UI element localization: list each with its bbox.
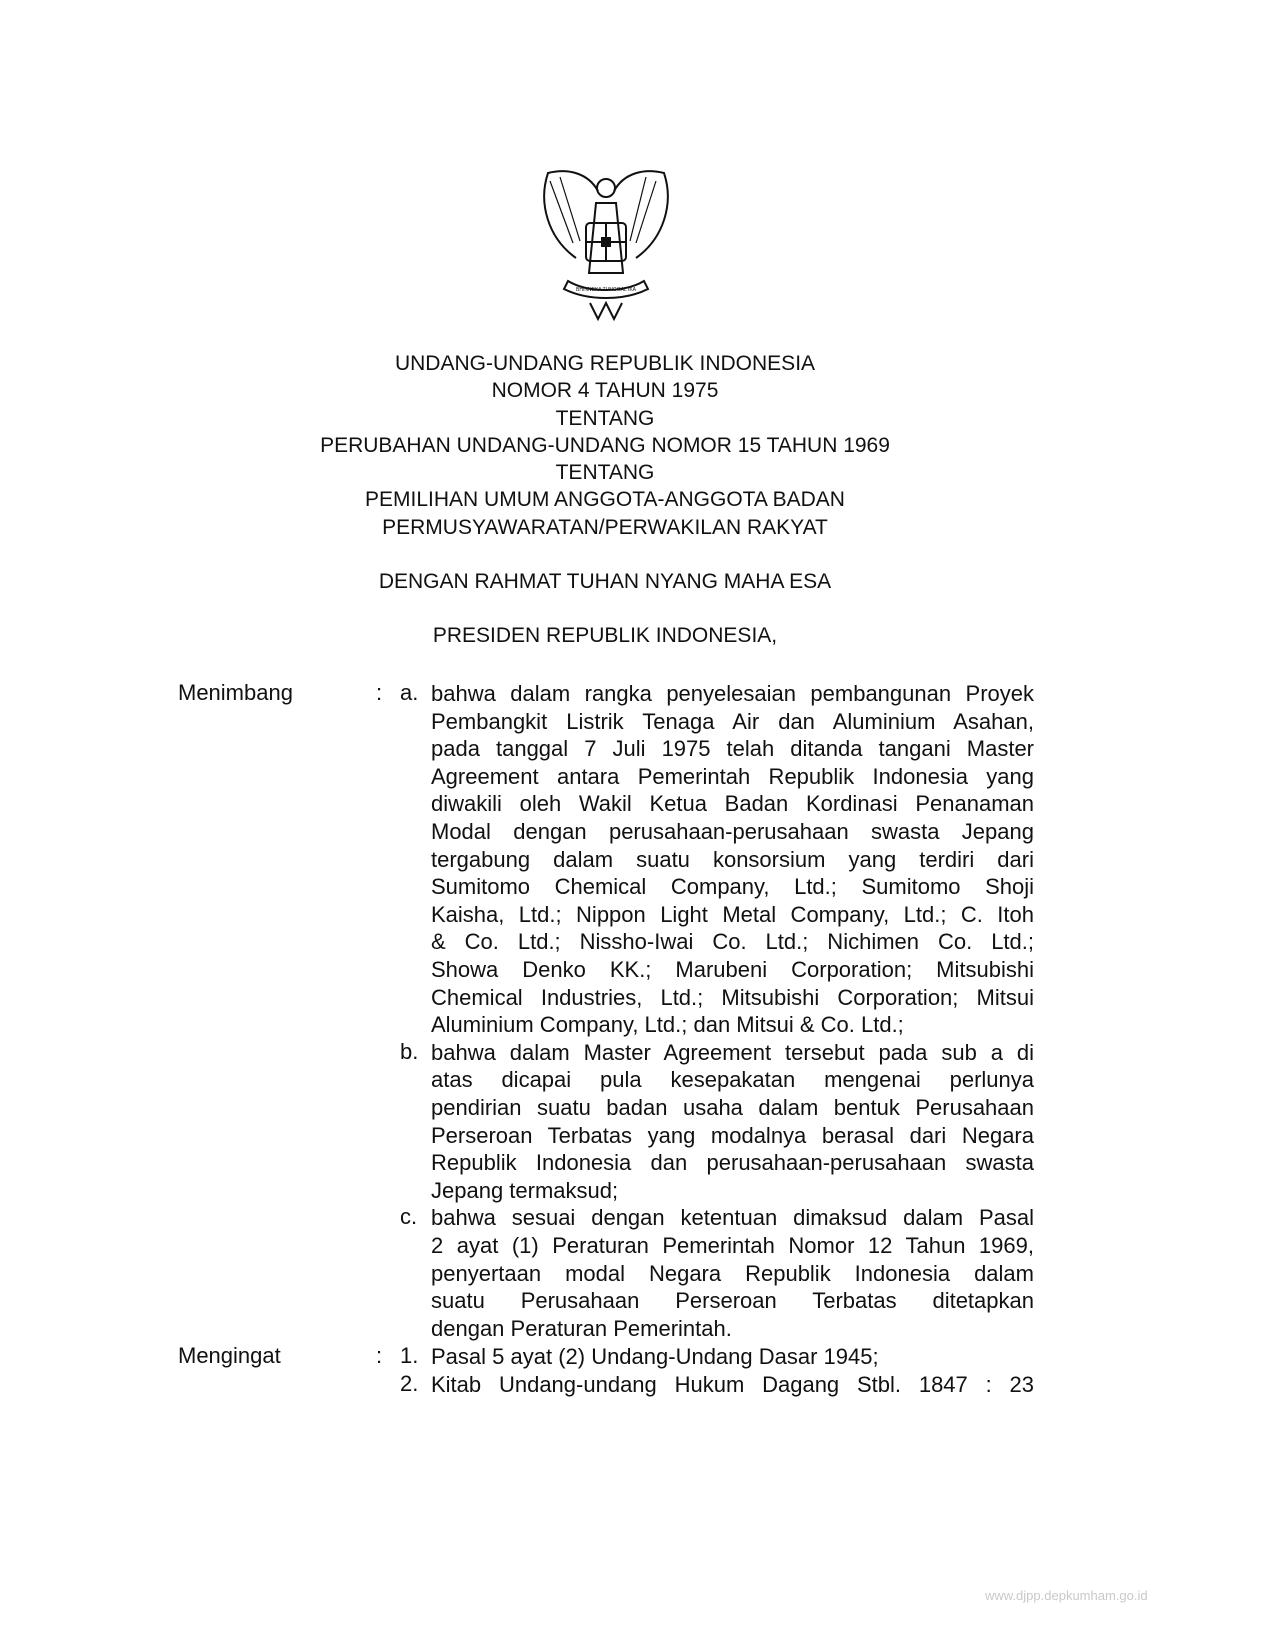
item-text-line: penyertaan modal Negara Republik Indonesia dalam <box>431 1260 1034 1286</box>
invocation: DENGAN RAHMAT TUHAN NYANG MAHA ESA <box>378 570 832 594</box>
title-line-7: PERMUSYAWARATAN/PERWAKILAN RAKYAT <box>382 515 828 539</box>
item-text-line: Sumitomo Chemical Company, Ltd.; Sumitomo Shoji <box>431 874 1034 900</box>
item-marker: a. <box>400 680 419 705</box>
item-text-line: Perseroan Terbatas yang modalnya berasal dari Negara <box>431 1122 1034 1148</box>
mengingat-label: Mengingat <box>178 1343 281 1368</box>
title-line-5: TENTANG <box>555 461 655 485</box>
menimbang-item <box>400 680 1034 1039</box>
menimbang-label: Menimbang <box>178 680 293 705</box>
item-text-line: dengan Peraturan Pemerintah. <box>431 1315 732 1341</box>
item-text-line: Aluminium Company, Ltd.; dan Mitsui & Co. Ltd.; <box>431 1012 904 1038</box>
item-text-line: bahwa dalam Master Agreement tersebut pada sub a di <box>431 1039 1034 1065</box>
mengingat-colon: : <box>376 1343 383 1368</box>
item-text-line: suatu Perusahaan Perseroan Terbatas ditetapkan <box>431 1288 1034 1314</box>
garuda-emblem <box>528 163 684 323</box>
item-text-line: atas dicapai pula kesepakatan mengenai perlunya <box>431 1067 1034 1093</box>
item-marker: 1. <box>400 1343 419 1368</box>
title-line-2: NOMOR 4 TAHUN 1975 <box>491 379 719 403</box>
watermark: www.djpp.depkumham.go.id <box>985 1588 1148 1603</box>
item-text-line: bahwa sesuai dengan ketentuan dimaksud dalam Pasal <box>431 1205 1034 1231</box>
item-text-line: bahwa dalam rangka penyelesaian pembangunan Proyek <box>431 681 1034 706</box>
item-text-line: & Co. Ltd.; Nissho-Iwai Co. Ltd.; Nichimen Co. Ltd.; <box>431 929 1034 955</box>
item-text-line: Jepang termaksud; <box>431 1177 619 1203</box>
item-text-line: Kitab Undang-undang Hukum Dagang Stbl. 1847 : 23 <box>431 1371 1034 1397</box>
mengingat-item <box>400 1371 1034 1399</box>
item-text-line: diwakili oleh Wakil Ketua Badan Kordinasi Penanaman <box>431 791 1034 817</box>
title-line-6: PEMILIHAN UMUM ANGGOTA-ANGGOTA BADAN <box>365 488 845 512</box>
menimbang-item <box>400 1039 1034 1205</box>
title-line-1: UNDANG-UNDANG REPUBLIK INDONESIA <box>394 352 816 375</box>
item-text-line: Republik Indonesia dan perusahaan-perusahaan swasta <box>431 1150 1034 1176</box>
item-text-line: Showa Denko KK.; Marubeni Corporation; Mitsubishi <box>431 956 1034 982</box>
document-header <box>0 350 1210 650</box>
mengingat-item <box>400 1343 1034 1371</box>
title-line-4: PERUBAHAN UNDANG-UNDANG NOMOR 15 TAHUN 1969 <box>320 433 890 457</box>
menimbang-colon: : <box>376 680 383 705</box>
item-text-line: Pasal 5 ayat (2) Undang-Undang Dasar 1945; <box>431 1344 879 1369</box>
item-text-line: 2 ayat (1) Peraturan Pemerintah Nomor 12 Tahun 1969, <box>431 1232 1034 1258</box>
item-marker: c. <box>400 1204 418 1230</box>
item-marker: b. <box>400 1038 419 1064</box>
item-marker: 2. <box>400 1370 419 1396</box>
item-text-line: pada tanggal 7 Juli 1975 telah ditanda tangani Master <box>431 736 1034 762</box>
item-text-line: Modal dengan perusahaan-perusahaan swasta Jepang <box>431 818 1034 844</box>
title-line-3: TENTANG <box>555 406 655 430</box>
item-text-line: Pembangkit Listrik Tenaga Air dan Aluminium Asahan, <box>431 708 1034 734</box>
item-text-line: pendirian suatu badan usaha dalam bentuk Perusahaan <box>431 1094 1034 1120</box>
menimbang-item <box>400 1204 1034 1342</box>
item-text-line: Chemical Industries, Ltd.; Mitsubishi Corporation; Mitsui <box>431 984 1034 1010</box>
president-heading: PRESIDEN REPUBLIK INDONESIA, <box>432 624 778 648</box>
item-text-line: tergabung dalam suatu konsorsium yang terdiri dari <box>431 846 1034 872</box>
item-text-line: Agreement antara Pemerintah Republik Indonesia yang <box>431 763 1034 789</box>
item-text-line: Kaisha, Ltd.; Nippon Light Metal Company, Ltd.; C. Itoh <box>431 901 1034 927</box>
emblem-motto: BHINNEKA TUNGGAL IKA <box>575 287 637 293</box>
